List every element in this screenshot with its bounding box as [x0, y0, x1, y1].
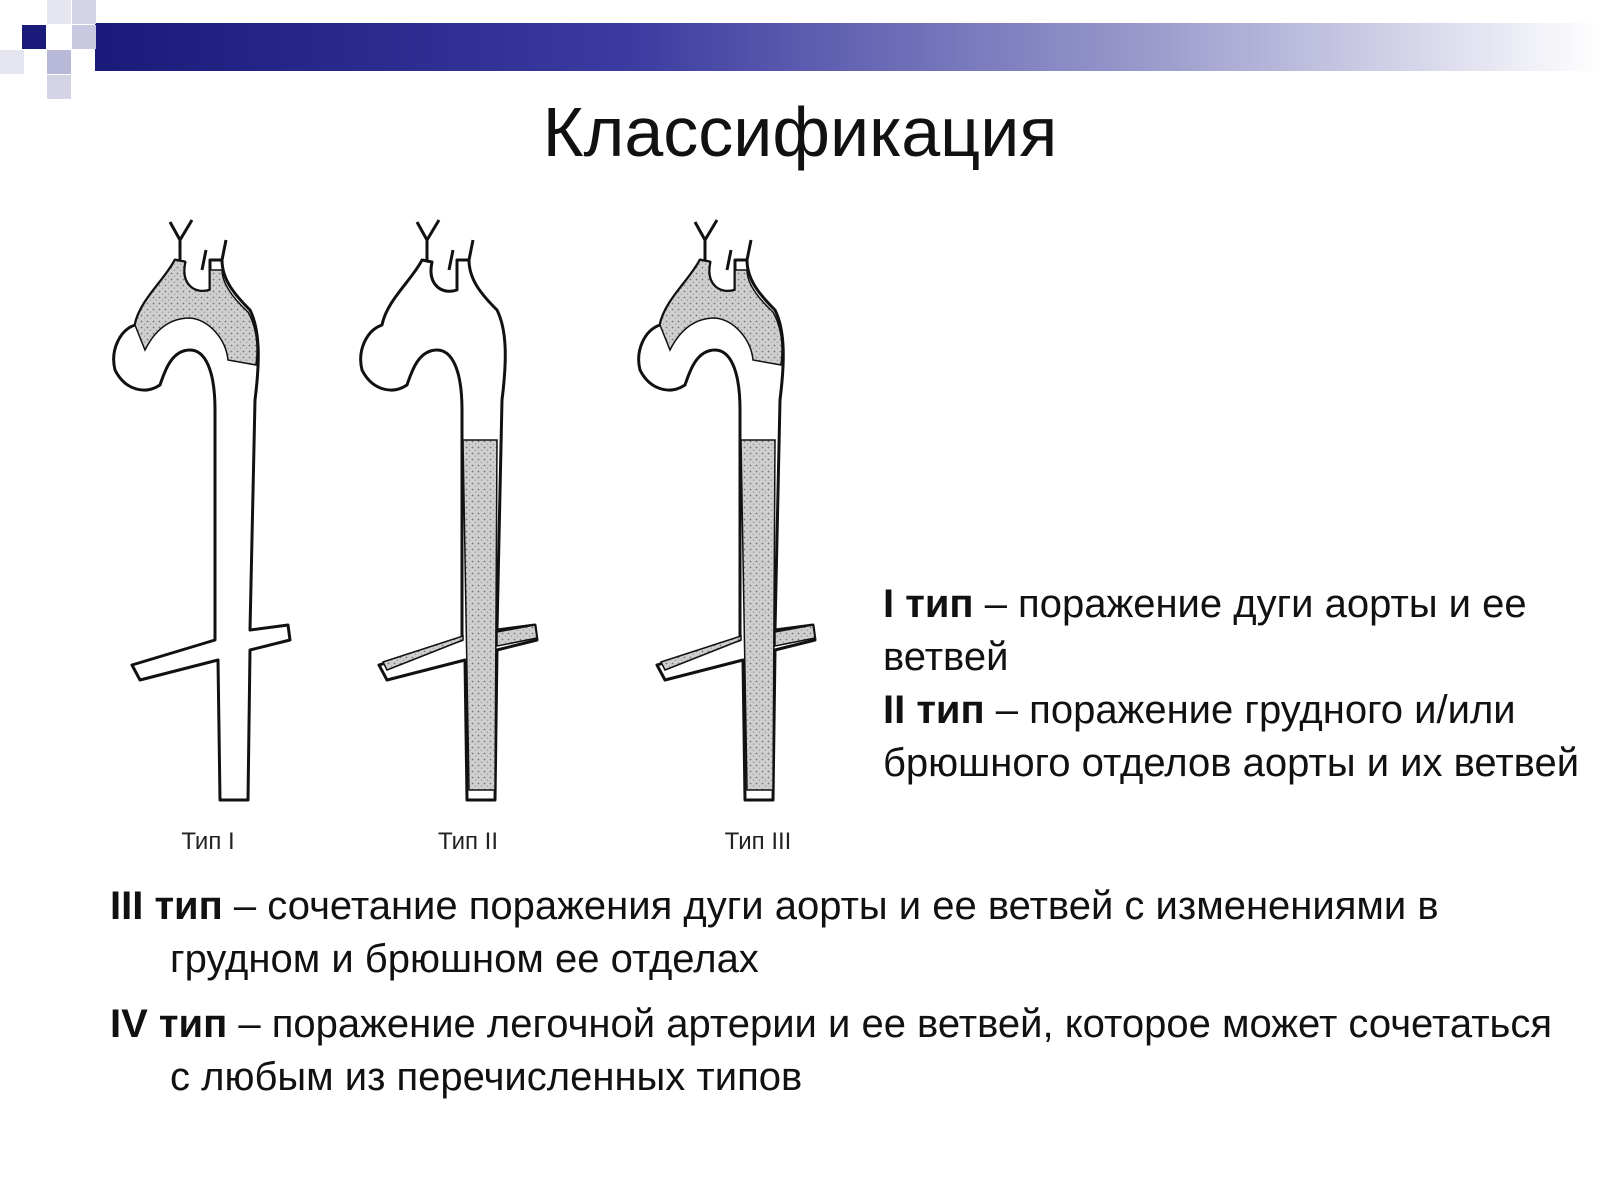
header-square	[47, 50, 71, 74]
aorta-classification-diagram	[95, 180, 855, 860]
header-gradient-bar	[95, 23, 1600, 71]
type-4-description: IV тип – поражение легочной артерии и ее ветвей, которое может сочетаться с любым из перечисленных типов	[110, 1002, 1553, 1099]
header-square	[47, 0, 71, 24]
side-description	[883, 578, 1583, 790]
header-square	[22, 25, 46, 49]
type-1-description: I тип – поражение дуги аорты и ее ветвей	[883, 582, 1527, 679]
type-3-description: III тип – сочетание поражения дуги аорты и ее ветвей с изменениями в грудном и брюшном ее отделах	[110, 884, 1439, 981]
aorta-type-3	[639, 220, 815, 800]
header-square	[72, 0, 96, 24]
bottom-description	[110, 880, 1570, 1116]
caption-type-1: Тип I	[181, 828, 235, 855]
caption-type-2: Тип II	[437, 828, 498, 855]
aorta-type-2	[361, 220, 537, 800]
header-square	[0, 50, 24, 74]
header-square	[72, 25, 96, 49]
caption-type-3: Тип III	[724, 828, 792, 855]
aorta-type-1	[114, 220, 290, 800]
type-2-description: II тип – поражение грудного и/или брюшного отделов аорты и их ветвей	[883, 688, 1580, 785]
slide-title: Классификация	[542, 93, 1058, 171]
